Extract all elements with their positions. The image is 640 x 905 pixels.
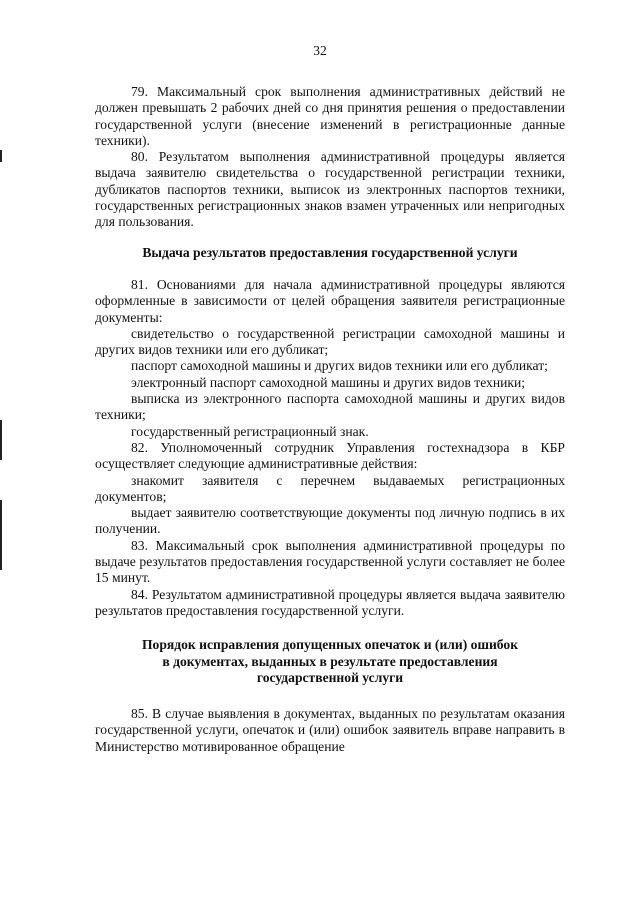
scan-edge-mark	[0, 150, 2, 162]
list-item: государственный регистрационный знак.	[131, 423, 369, 439]
list-item: свидетельство о государственной регистрации самоходной машины и других видов техники или его дубликат;	[95, 325, 565, 358]
list-item: выписка из электронного паспорта самоходной машины и других видов техники;	[95, 391, 565, 423]
section-heading-line: Порядок исправления допущенных опечаток и (или) ошибок	[141, 637, 519, 653]
paragraph-82: 82. Уполномоченный сотрудник Управления гостехнадзора в КБР осуществляет следующие административные действия:	[95, 439, 565, 472]
paragraph-83: 83. Максимальный срок выполнения административной процедуры по выдаче результатов предоставления государственной услуги составляет не более 15 минут.	[95, 537, 565, 586]
paragraph-84: 84. Результатом административной процедуры является выдача заявителю результатов предоставления государственной услуги.	[95, 586, 565, 618]
paragraph-80: 80. Результатом выполнения административной процедуры является выдача заявителю свидетельства о государственной регистрации техники, дубликатов паспортов техники, выписок из электронных паспортов техники, государственных регистрационных знаков взамен утраченных или непригодных для пользования.	[95, 149, 565, 230]
section-body	[95, 277, 565, 619]
page-number: 32	[313, 43, 327, 58]
list-item: знакомит заявителя с перечнем выдаваемых регистрационных документов;	[95, 472, 565, 504]
list-item: электронный паспорт самоходной машины и других видов техники;	[131, 374, 526, 390]
paragraph-79: 79. Максимальный срок выполнения административных действий не должен превышать 2 рабочих дней со дня принятия решения о предоставлении государственной услуги (внесение изменений в регистрационные данные техники).	[95, 84, 565, 148]
section-heading-line: в документах, выданных в результате предоставления	[162, 653, 498, 669]
paragraph-85: 85. В случае выявления в документах, выданных по результатам оказания государственной услуги, опечаток и (или) ошибок заявитель вправе направить в Министерство мотивированное обращение	[95, 706, 565, 754]
list-item: паспорт самоходной машины и других видов техники или его дубликат;	[131, 358, 548, 374]
paragraph-81: 81. Основаниями для начала административной процедуры являются оформленные в зависимости от целей обращения заявителя регистрационные документы:	[95, 276, 565, 325]
scan-edge-mark	[0, 420, 2, 460]
list-item: выдает заявителю соответствующие документы под личную подпись в их получении.	[95, 505, 565, 537]
section-heading-block	[95, 637, 565, 686]
section-heading-line: государственной услуги	[256, 669, 404, 685]
section-body	[95, 706, 565, 755]
section-heading: Выдача результатов предоставления государственной услуги	[142, 244, 518, 260]
document-body	[95, 84, 565, 755]
scan-edge-mark	[0, 500, 2, 570]
